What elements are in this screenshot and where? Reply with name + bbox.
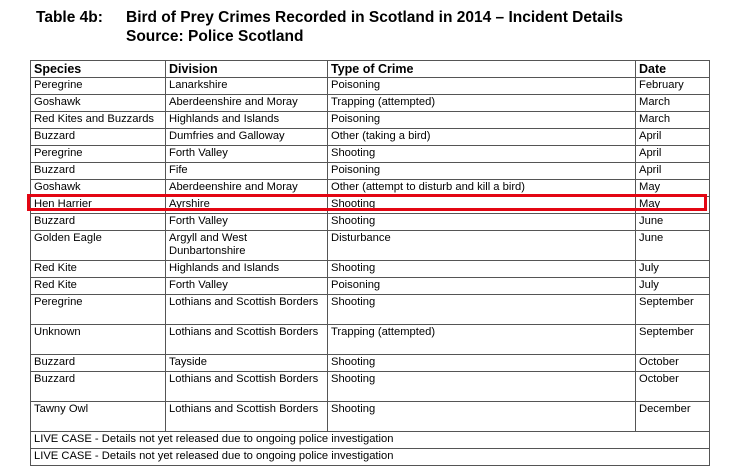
date-cell: October <box>636 372 710 402</box>
date-cell: April <box>636 129 710 146</box>
date-cell: October <box>636 355 710 372</box>
division-cell: Forth Valley <box>166 214 328 231</box>
division-cell: Aberdeenshire and Moray <box>166 95 328 112</box>
table-source: Source: Police Scotland <box>126 28 304 45</box>
crime-type-cell: Shooting <box>328 261 636 278</box>
date-cell: June <box>636 214 710 231</box>
table-row <box>31 278 710 295</box>
crime-type-cell: Other (taking a bird) <box>328 129 636 146</box>
division-cell: Lothians and Scottish Borders <box>166 372 328 402</box>
column-header-division: Division <box>166 61 328 78</box>
date-cell: March <box>636 112 710 129</box>
division-cell: Lothians and Scottish Borders <box>166 325 328 355</box>
species-cell: Goshawk <box>31 180 166 197</box>
date-cell: July <box>636 278 710 295</box>
date-cell: June <box>636 231 710 261</box>
table-row <box>31 214 710 231</box>
species-cell: Peregrine <box>31 295 166 325</box>
division-cell: Lothians and Scottish Borders <box>166 402 328 432</box>
crime-type-cell: Disturbance <box>328 231 636 261</box>
crime-type-cell: Poisoning <box>328 112 636 129</box>
crime-type-cell: Shooting <box>328 372 636 402</box>
column-header-date: Date <box>636 61 710 78</box>
crime-type-cell: Shooting <box>328 214 636 231</box>
crime-type-cell: Other (attempt to disturb and kill a bird) <box>328 180 636 197</box>
division-cell: Ayrshire <box>166 197 328 214</box>
division-cell: Highlands and Islands <box>166 112 328 129</box>
species-cell: Golden Eagle <box>31 231 166 261</box>
table-row <box>31 231 710 261</box>
species-cell: Red Kite <box>31 278 166 295</box>
species-cell: Hen Harrier <box>31 197 166 214</box>
table-row <box>31 295 710 325</box>
table-row <box>31 261 710 278</box>
division-cell: Forth Valley <box>166 146 328 163</box>
division-cell: Fife <box>166 163 328 180</box>
date-cell: May <box>636 197 710 214</box>
table-row <box>31 325 710 355</box>
date-cell: February <box>636 78 710 95</box>
crime-type-cell: Shooting <box>328 402 636 432</box>
species-cell: Buzzard <box>31 214 166 231</box>
division-cell: Lothians and Scottish Borders <box>166 295 328 325</box>
crime-type-cell: Shooting <box>328 146 636 163</box>
column-header-type-of-crime: Type of Crime <box>328 61 636 78</box>
live-case-note: LIVE CASE - Details not yet released due to ongoing police investigation <box>31 449 710 466</box>
division-cell: Lanarkshire <box>166 78 328 95</box>
table-row <box>31 197 710 214</box>
crime-type-cell: Poisoning <box>328 278 636 295</box>
division-cell: Tayside <box>166 355 328 372</box>
species-cell: Goshawk <box>31 95 166 112</box>
live-case-row <box>31 449 710 466</box>
crime-type-cell: Shooting <box>328 295 636 325</box>
table-label: Table 4b: <box>36 9 103 26</box>
division-cell: Forth Valley <box>166 278 328 295</box>
table-row <box>31 146 710 163</box>
table-row <box>31 95 710 112</box>
table-row <box>31 112 710 129</box>
species-cell: Buzzard <box>31 372 166 402</box>
division-cell: Dumfries and Galloway <box>166 129 328 146</box>
crime-type-cell: Poisoning <box>328 163 636 180</box>
table-row <box>31 355 710 372</box>
species-cell: Tawny Owl <box>31 402 166 432</box>
species-cell: Buzzard <box>31 163 166 180</box>
table-title: Bird of Prey Crimes Recorded in Scotland in 2014 – Incident Details <box>126 9 624 26</box>
table-row <box>31 372 710 402</box>
date-cell: May <box>636 180 710 197</box>
table-row <box>31 402 710 432</box>
header-row <box>31 61 710 78</box>
species-cell: Unknown <box>31 325 166 355</box>
crime-type-cell: Trapping (attempted) <box>328 325 636 355</box>
table-row <box>31 180 710 197</box>
table-caption <box>36 8 716 46</box>
date-cell: December <box>636 402 710 432</box>
species-cell: Peregrine <box>31 78 166 95</box>
crime-type-cell: Trapping (attempted) <box>328 95 636 112</box>
crime-type-cell: Shooting <box>328 355 636 372</box>
table-row <box>31 163 710 180</box>
crime-type-cell: Shooting <box>328 197 636 214</box>
date-cell: April <box>636 146 710 163</box>
table-row <box>31 78 710 95</box>
species-cell: Peregrine <box>31 146 166 163</box>
species-cell: Buzzard <box>31 129 166 146</box>
date-cell: March <box>636 95 710 112</box>
date-cell: April <box>636 163 710 180</box>
crime-type-cell: Poisoning <box>328 78 636 95</box>
live-case-note: LIVE CASE - Details not yet released due to ongoing police investigation <box>31 432 710 449</box>
species-cell: Red Kite <box>31 261 166 278</box>
division-cell: Argyll and West Dunbartonshire <box>166 231 328 261</box>
date-cell: July <box>636 261 710 278</box>
live-case-row <box>31 432 710 449</box>
species-cell: Buzzard <box>31 355 166 372</box>
species-cell: Red Kites and Buzzards <box>31 112 166 129</box>
division-cell: Highlands and Islands <box>166 261 328 278</box>
table-body <box>31 78 710 466</box>
division-cell: Aberdeenshire and Moray <box>166 180 328 197</box>
date-cell: September <box>636 325 710 355</box>
column-header-species: Species <box>31 61 166 78</box>
date-cell: September <box>636 295 710 325</box>
incident-table <box>30 60 710 466</box>
table-row <box>31 129 710 146</box>
